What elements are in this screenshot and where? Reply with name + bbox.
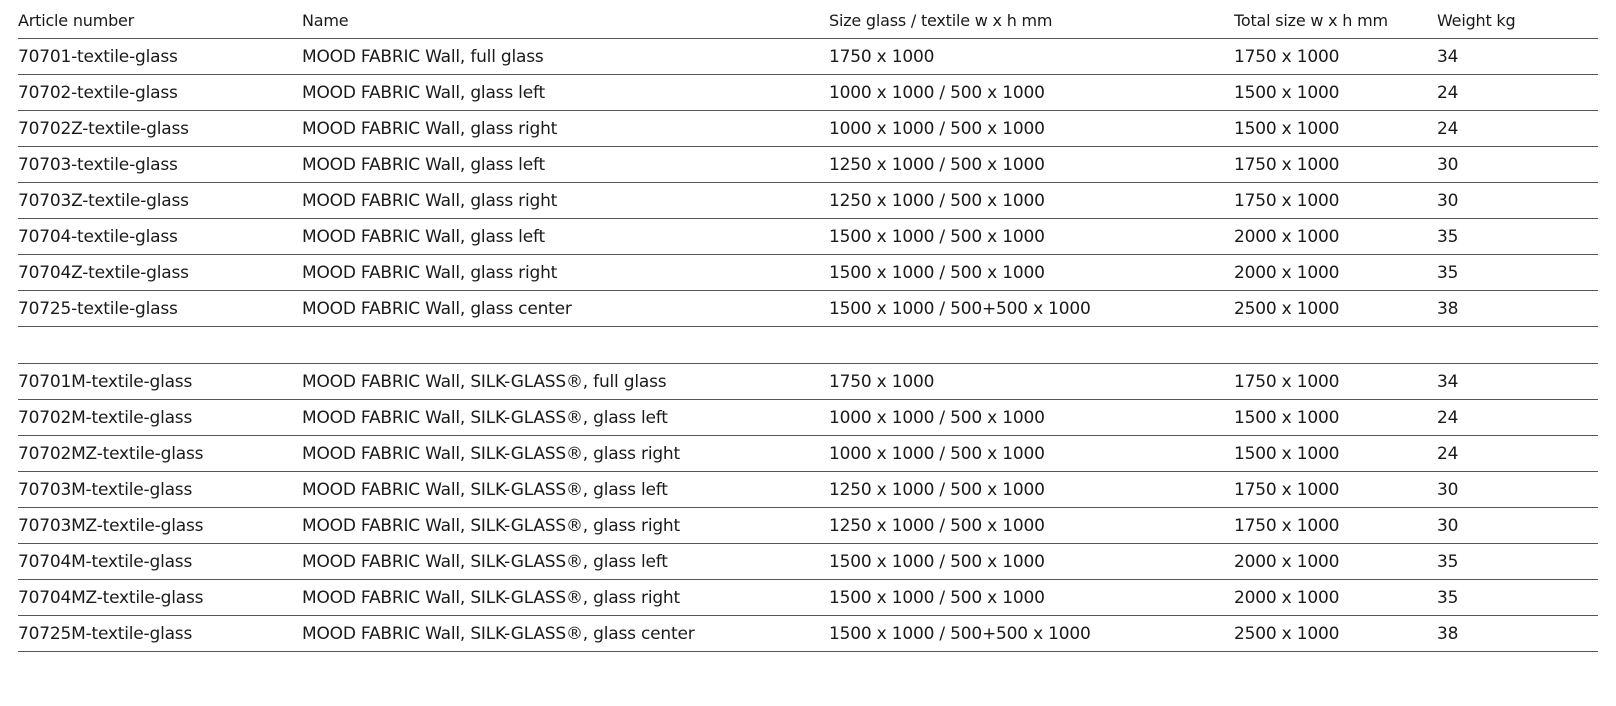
cell-name: MOOD FABRIC Wall, glass right <box>302 262 558 283</box>
cell-total-size: 1750 x 1000 <box>1234 190 1340 211</box>
table-row <box>18 183 1598 219</box>
cell-total-size: 1500 x 1000 <box>1234 407 1340 428</box>
table-group-standard <box>18 39 1598 327</box>
cell-article-number: 70702-textile-glass <box>18 82 178 103</box>
table-row <box>18 472 1598 508</box>
cell-total-size: 1750 x 1000 <box>1234 154 1340 175</box>
cell-size-glass: 1500 x 1000 / 500+500 x 1000 <box>829 623 1091 644</box>
cell-article-number: 70704M-textile-glass <box>18 551 193 572</box>
header-total-size: Total size w x h mm <box>1234 10 1388 30</box>
cell-size-glass: 1500 x 1000 / 500 x 1000 <box>829 587 1045 608</box>
cell-size-glass: 1750 x 1000 <box>829 371 935 392</box>
cell-name: MOOD FABRIC Wall, SILK-GLASS®, glass left <box>302 551 668 572</box>
cell-article-number: 70704-textile-glass <box>18 226 178 247</box>
cell-name: MOOD FABRIC Wall, SILK-GLASS®, full glass <box>302 371 667 392</box>
cell-name: MOOD FABRIC Wall, glass right <box>302 190 558 211</box>
cell-weight: 24 <box>1437 407 1459 428</box>
cell-name: MOOD FABRIC Wall, SILK-GLASS®, glass right <box>302 515 680 536</box>
cell-weight: 35 <box>1437 226 1459 247</box>
header-size-glass: Size glass / textile w x h mm <box>829 10 1053 30</box>
cell-article-number: 70725-textile-glass <box>18 298 178 319</box>
cell-size-glass: 1500 x 1000 / 500+500 x 1000 <box>829 298 1091 319</box>
table-row <box>18 436 1598 472</box>
cell-total-size: 1750 x 1000 <box>1234 46 1340 67</box>
product-table <box>18 0 1598 652</box>
cell-total-size: 2000 x 1000 <box>1234 551 1340 572</box>
cell-total-size: 1500 x 1000 <box>1234 118 1340 139</box>
table-group-silk-glass <box>18 364 1598 652</box>
cell-size-glass: 1500 x 1000 / 500 x 1000 <box>829 551 1045 572</box>
cell-weight: 34 <box>1437 46 1459 67</box>
cell-weight: 38 <box>1437 623 1459 644</box>
header-article-number: Article number <box>18 10 135 30</box>
cell-name: MOOD FABRIC Wall, glass center <box>302 298 572 319</box>
cell-size-glass: 1250 x 1000 / 500 x 1000 <box>829 515 1045 536</box>
table-row <box>18 580 1598 616</box>
cell-name: MOOD FABRIC Wall, glass left <box>302 226 545 247</box>
cell-weight: 30 <box>1437 190 1459 211</box>
cell-article-number: 70702MZ-textile-glass <box>18 443 204 464</box>
table-row <box>18 400 1598 436</box>
cell-weight: 24 <box>1437 443 1459 464</box>
cell-weight: 30 <box>1437 154 1459 175</box>
cell-article-number: 70701M-textile-glass <box>18 371 193 392</box>
cell-total-size: 2000 x 1000 <box>1234 587 1340 608</box>
cell-name: MOOD FABRIC Wall, SILK-GLASS®, glass right <box>302 443 680 464</box>
cell-total-size: 1500 x 1000 <box>1234 82 1340 103</box>
group-separator <box>18 327 1598 364</box>
cell-size-glass: 1250 x 1000 / 500 x 1000 <box>829 190 1045 211</box>
cell-weight: 35 <box>1437 551 1459 572</box>
cell-name: MOOD FABRIC Wall, SILK-GLASS®, glass left <box>302 479 668 500</box>
cell-total-size: 2500 x 1000 <box>1234 298 1340 319</box>
table-row <box>18 111 1598 147</box>
cell-name: MOOD FABRIC Wall, glass right <box>302 118 558 139</box>
table-row <box>18 75 1598 111</box>
cell-article-number: 70703M-textile-glass <box>18 479 193 500</box>
table-row <box>18 544 1598 580</box>
cell-size-glass: 1000 x 1000 / 500 x 1000 <box>829 118 1045 139</box>
table-row <box>18 147 1598 183</box>
cell-weight: 30 <box>1437 515 1459 536</box>
cell-name: MOOD FABRIC Wall, glass left <box>302 82 545 103</box>
cell-article-number: 70702M-textile-glass <box>18 407 193 428</box>
cell-weight: 34 <box>1437 371 1459 392</box>
cell-article-number: 70704Z-textile-glass <box>18 262 189 283</box>
cell-article-number: 70704MZ-textile-glass <box>18 587 204 608</box>
cell-name: MOOD FABRIC Wall, SILK-GLASS®, glass right <box>302 587 680 608</box>
cell-weight: 30 <box>1437 479 1459 500</box>
cell-total-size: 1750 x 1000 <box>1234 479 1340 500</box>
cell-name: MOOD FABRIC Wall, full glass <box>302 46 544 67</box>
header-weight: Weight kg <box>1437 10 1516 30</box>
cell-article-number: 70702Z-textile-glass <box>18 118 189 139</box>
cell-total-size: 1750 x 1000 <box>1234 371 1340 392</box>
cell-weight: 24 <box>1437 118 1459 139</box>
table-row <box>18 364 1598 400</box>
cell-name: MOOD FABRIC Wall, SILK-GLASS®, glass left <box>302 407 668 428</box>
table-header <box>18 0 1598 39</box>
cell-name: MOOD FABRIC Wall, glass left <box>302 154 545 175</box>
table-row <box>18 219 1598 255</box>
cell-weight: 35 <box>1437 262 1459 283</box>
cell-article-number: 70703MZ-textile-glass <box>18 515 204 536</box>
cell-article-number: 70703-textile-glass <box>18 154 178 175</box>
cell-size-glass: 1250 x 1000 / 500 x 1000 <box>829 479 1045 500</box>
cell-size-glass: 1000 x 1000 / 500 x 1000 <box>829 407 1045 428</box>
table-row <box>18 508 1598 544</box>
cell-total-size: 1750 x 1000 <box>1234 515 1340 536</box>
cell-total-size: 2500 x 1000 <box>1234 623 1340 644</box>
cell-article-number: 70703Z-textile-glass <box>18 190 189 211</box>
cell-size-glass: 1000 x 1000 / 500 x 1000 <box>829 443 1045 464</box>
table-row <box>18 616 1598 652</box>
cell-total-size: 2000 x 1000 <box>1234 262 1340 283</box>
cell-article-number: 70701-textile-glass <box>18 46 178 67</box>
cell-weight: 24 <box>1437 82 1459 103</box>
table-row <box>18 291 1598 327</box>
cell-size-glass: 1750 x 1000 <box>829 46 935 67</box>
cell-size-glass: 1500 x 1000 / 500 x 1000 <box>829 226 1045 247</box>
cell-size-glass: 1500 x 1000 / 500 x 1000 <box>829 262 1045 283</box>
cell-total-size: 2000 x 1000 <box>1234 226 1340 247</box>
cell-size-glass: 1000 x 1000 / 500 x 1000 <box>829 82 1045 103</box>
cell-weight: 35 <box>1437 587 1459 608</box>
cell-weight: 38 <box>1437 298 1459 319</box>
table-row <box>18 39 1598 75</box>
cell-total-size: 1500 x 1000 <box>1234 443 1340 464</box>
cell-article-number: 70725M-textile-glass <box>18 623 193 644</box>
cell-size-glass: 1250 x 1000 / 500 x 1000 <box>829 154 1045 175</box>
table-row <box>18 255 1598 291</box>
header-name: Name <box>302 10 349 30</box>
cell-name: MOOD FABRIC Wall, SILK-GLASS®, glass center <box>302 623 695 644</box>
